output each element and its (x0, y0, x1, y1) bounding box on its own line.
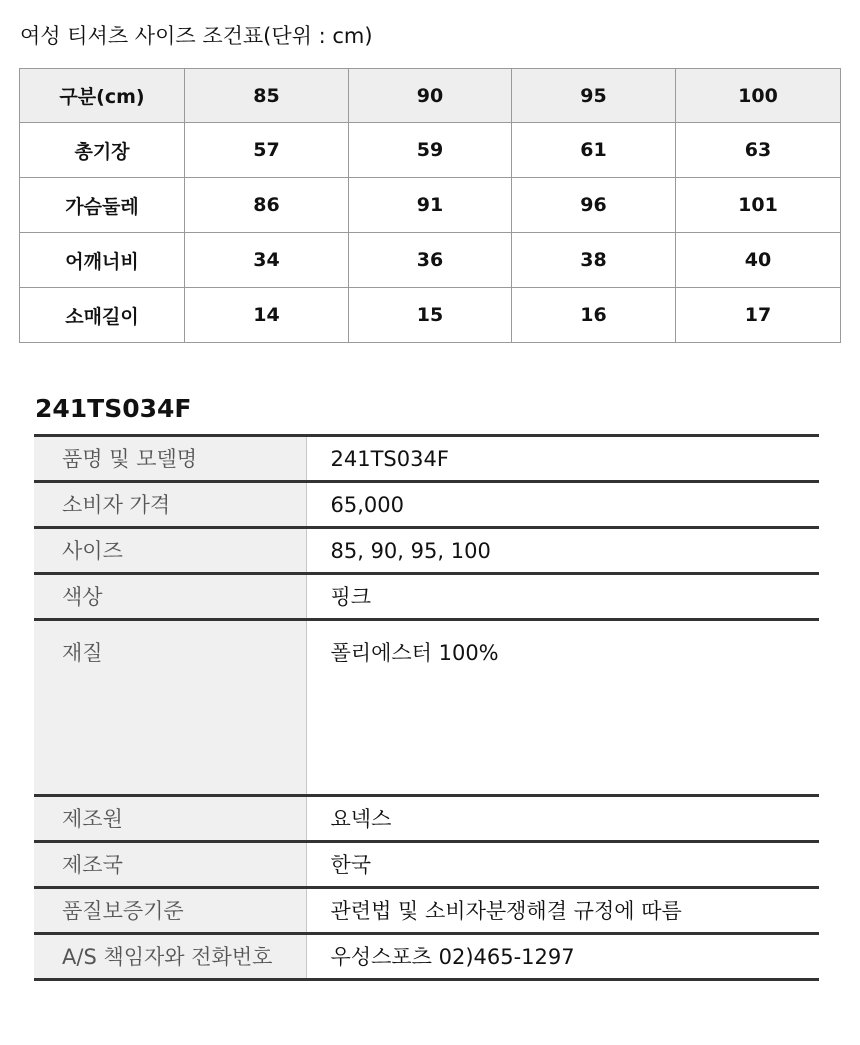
row-label: 소매길이 (20, 288, 185, 343)
row-label: 가슴둘레 (20, 178, 185, 233)
row-label: 어깨너비 (20, 233, 185, 288)
table-row (20, 233, 841, 288)
table-cell: 40 (676, 233, 841, 288)
table-cell: 101 (676, 178, 841, 233)
table-cell: 59 (349, 123, 512, 178)
table-cell: 91 (349, 178, 512, 233)
info-value: 우성스포츠 02)465-1297 (306, 934, 819, 980)
table-cell: 34 (185, 233, 349, 288)
header-cell: 100 (676, 69, 841, 123)
table-cell: 61 (512, 123, 676, 178)
table-row (20, 178, 841, 233)
info-row (34, 574, 819, 620)
info-value: 관련법 및 소비자분쟁해결 규정에 따름 (306, 888, 819, 934)
info-row (34, 482, 819, 528)
info-row (34, 436, 819, 482)
product-info-table (34, 434, 819, 981)
info-label: 제조원 (34, 796, 306, 842)
info-row (34, 796, 819, 842)
table-cell: 38 (512, 233, 676, 288)
size-chart-title: 여성 티셔츠 사이즈 조건표(단위 : cm) (20, 24, 373, 48)
info-value: 핑크 (306, 574, 819, 620)
header-cell: 95 (512, 69, 676, 123)
info-row (34, 620, 819, 796)
table-row (20, 288, 841, 343)
info-label: 제조국 (34, 842, 306, 888)
info-label: 색상 (34, 574, 306, 620)
info-row (34, 934, 819, 980)
table-row (20, 123, 841, 178)
info-value: 폴리에스터 100% (306, 620, 819, 796)
info-label: 품명 및 모델명 (34, 436, 306, 482)
table-cell: 86 (185, 178, 349, 233)
header-cell: 90 (349, 69, 512, 123)
info-label: 재질 (34, 620, 306, 796)
size-chart-header-row (20, 69, 841, 123)
header-cell: 85 (185, 69, 349, 123)
info-value: 요넥스 (306, 796, 819, 842)
row-label: 총기장 (20, 123, 185, 178)
info-row (34, 528, 819, 574)
table-cell: 15 (349, 288, 512, 343)
info-value: 241TS034F (306, 436, 819, 482)
info-value: 65,000 (306, 482, 819, 528)
size-chart-table (19, 68, 841, 343)
table-cell: 63 (676, 123, 841, 178)
header-cell: 구분(cm) (20, 69, 185, 123)
table-cell: 96 (512, 178, 676, 233)
info-row (34, 842, 819, 888)
info-value: 85, 90, 95, 100 (306, 528, 819, 574)
table-cell: 36 (349, 233, 512, 288)
info-row (34, 888, 819, 934)
table-cell: 57 (185, 123, 349, 178)
info-value: 한국 (306, 842, 819, 888)
info-label: 사이즈 (34, 528, 306, 574)
model-title: 241TS034F (35, 394, 192, 423)
info-label: 품질보증기준 (34, 888, 306, 934)
info-label: A/S 책임자와 전화번호 (34, 934, 306, 980)
table-cell: 16 (512, 288, 676, 343)
table-cell: 17 (676, 288, 841, 343)
table-cell: 14 (185, 288, 349, 343)
info-label: 소비자 가격 (34, 482, 306, 528)
